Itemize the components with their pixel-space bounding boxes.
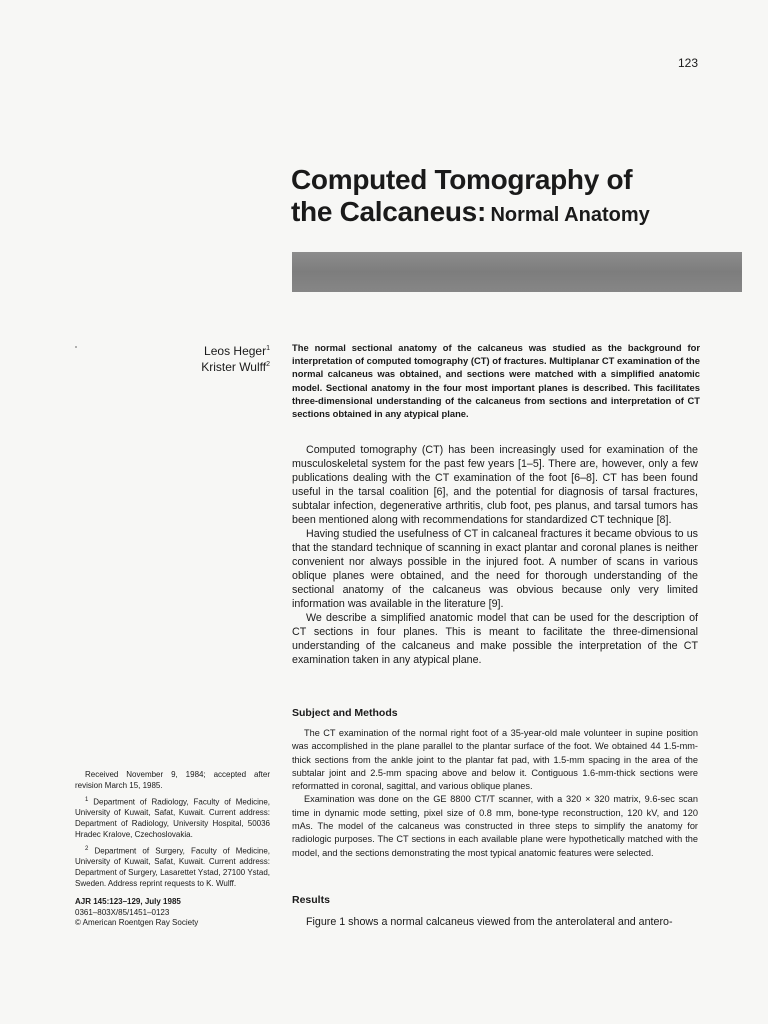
author-list [140, 342, 270, 374]
introduction [292, 443, 698, 667]
title-line-1: Computed Tomography of [291, 164, 633, 195]
intro-paragraph-2: Having studied the usefulness of CT in calcaneal fractures it became obvious to us that the standard technique of scanning in exact plantar and coronal planes is neither convenient nor always possible in the injured foot. A number of scans in various oblique planes were obtained, and the need for thorough understanding of the sectional anatomy of the calcaneus was obvious because only very limited information was available in the literature [9]. [292, 528, 698, 610]
footnotes [75, 770, 270, 893]
title-line-2: the Calcaneus: [291, 196, 486, 227]
page-number: 123 [677, 56, 698, 70]
copyright: © American Roentgen Ray Society [75, 918, 199, 928]
author-1: Leos Heger$^1$ [204, 344, 270, 358]
received-note: Received November 9, 1984; accepted after revision March 15, 1985. [75, 770, 270, 790]
methods-heading: Subject and Methods [292, 707, 398, 719]
citation [75, 897, 275, 929]
issn: 0361–803X/85/1451–0123 [75, 907, 170, 917]
results-heading: Results [292, 894, 330, 906]
footnote-2: $^2$ Department of Surgery, Faculty of Medicine, University of Kuwait, Safat, Kuwait. Current address: Department of Surgery, Lasarettet Ystad, 27100 Ystad, Sweden. Address reprint requests to K. Wulff. [75, 846, 270, 888]
scan-speck [75, 346, 77, 348]
methods-paragraph-2: Examination was done on the GE 8800 CT/T scanner, with a 320 × 320 matrix, 9.6-sec scan time in dynamic mode setting, pixel size of 0.8 mm, bone-type reconstruction, 120 kV, and 120 mAs. The model of the calcaneus was constructed in three steps to simplify the anatomy for radiologic purposes. The CT sections in each available plane were hypothetically matched with the model, and the sections demonstrating the most typical anatomic features were selected. [292, 794, 698, 858]
author-1-mark: 1 [266, 345, 270, 352]
intro-paragraph-1: Computed tomography (CT) has been increasingly used for examination of the musculoskeletal system for the past few years [1–5]. There are, however, only a few publications dealing with the CT examination of the foot [6–8]. CT has been found useful in the tarsal coalition [6], and the potential for diagnosis of tarsal fractures, subtalar infection, degenerative arthritis, club foot, pes planus, and tarsal tumors has been mentioned along with recommendations for standardized CT technique [8]. [292, 444, 698, 526]
article-title [291, 164, 751, 233]
methods-paragraph-1: The CT examination of the normal right foot of a 35-year-old male volunteer in supine position was accomplished in the plane parallel to the plantar surface of the foot. We obtained 44 1.5-mm-thick sections from the ankle joint to the plantar fat pad, with 1.5-mm spacing in the area of the subtalar joint and 2.5-mm spacing above and below it. Contiguous 1.6-mm-thick sections were reformatted in coronal, sagittal, and various oblique planes. [292, 728, 698, 792]
author-2-mark: 2 [266, 361, 270, 368]
intro-paragraph-3: We describe a simplified anatomic model that can be used for the description of CT sections in four planes. This is meant to facilitate the three-dimensional understanding of the calcaneus and make possible the interpretation of the CT examination taken in any atypical plane. [292, 612, 698, 666]
title-banner [292, 252, 742, 292]
footnote-1: $^1$ Department of Radiology, Faculty of Medicine, University of Kuwait, Safat, Kuwait. Current address: Department of Radiology, University Hospital, 50036 Hradec Kralove, Czechoslovakia. [75, 797, 270, 839]
title-subtitle: Normal Anatomy [490, 204, 650, 226]
methods-section [292, 727, 698, 860]
author-2: Krister Wulff$^2$ [201, 360, 270, 374]
journal-citation: AJR 145:123–129, July 1985 [75, 897, 181, 906]
results-paragraph: Figure 1 shows a normal calcaneus viewed from the anterolateral and antero- [306, 916, 673, 928]
abstract: The normal sectional anatomy of the calcaneus was studied as the background for interpretation of computed tomography (CT) of fractures. Multiplanar CT examination of the normal calcaneus was obtained, and sections were matched with a simplified anatomic model. Sectional anatomy in the four most important planes is described. This facilitates three-dimensional understanding of the calcaneus from sections and interpretation of CT sections obtained in any atypical plane. [292, 342, 700, 420]
